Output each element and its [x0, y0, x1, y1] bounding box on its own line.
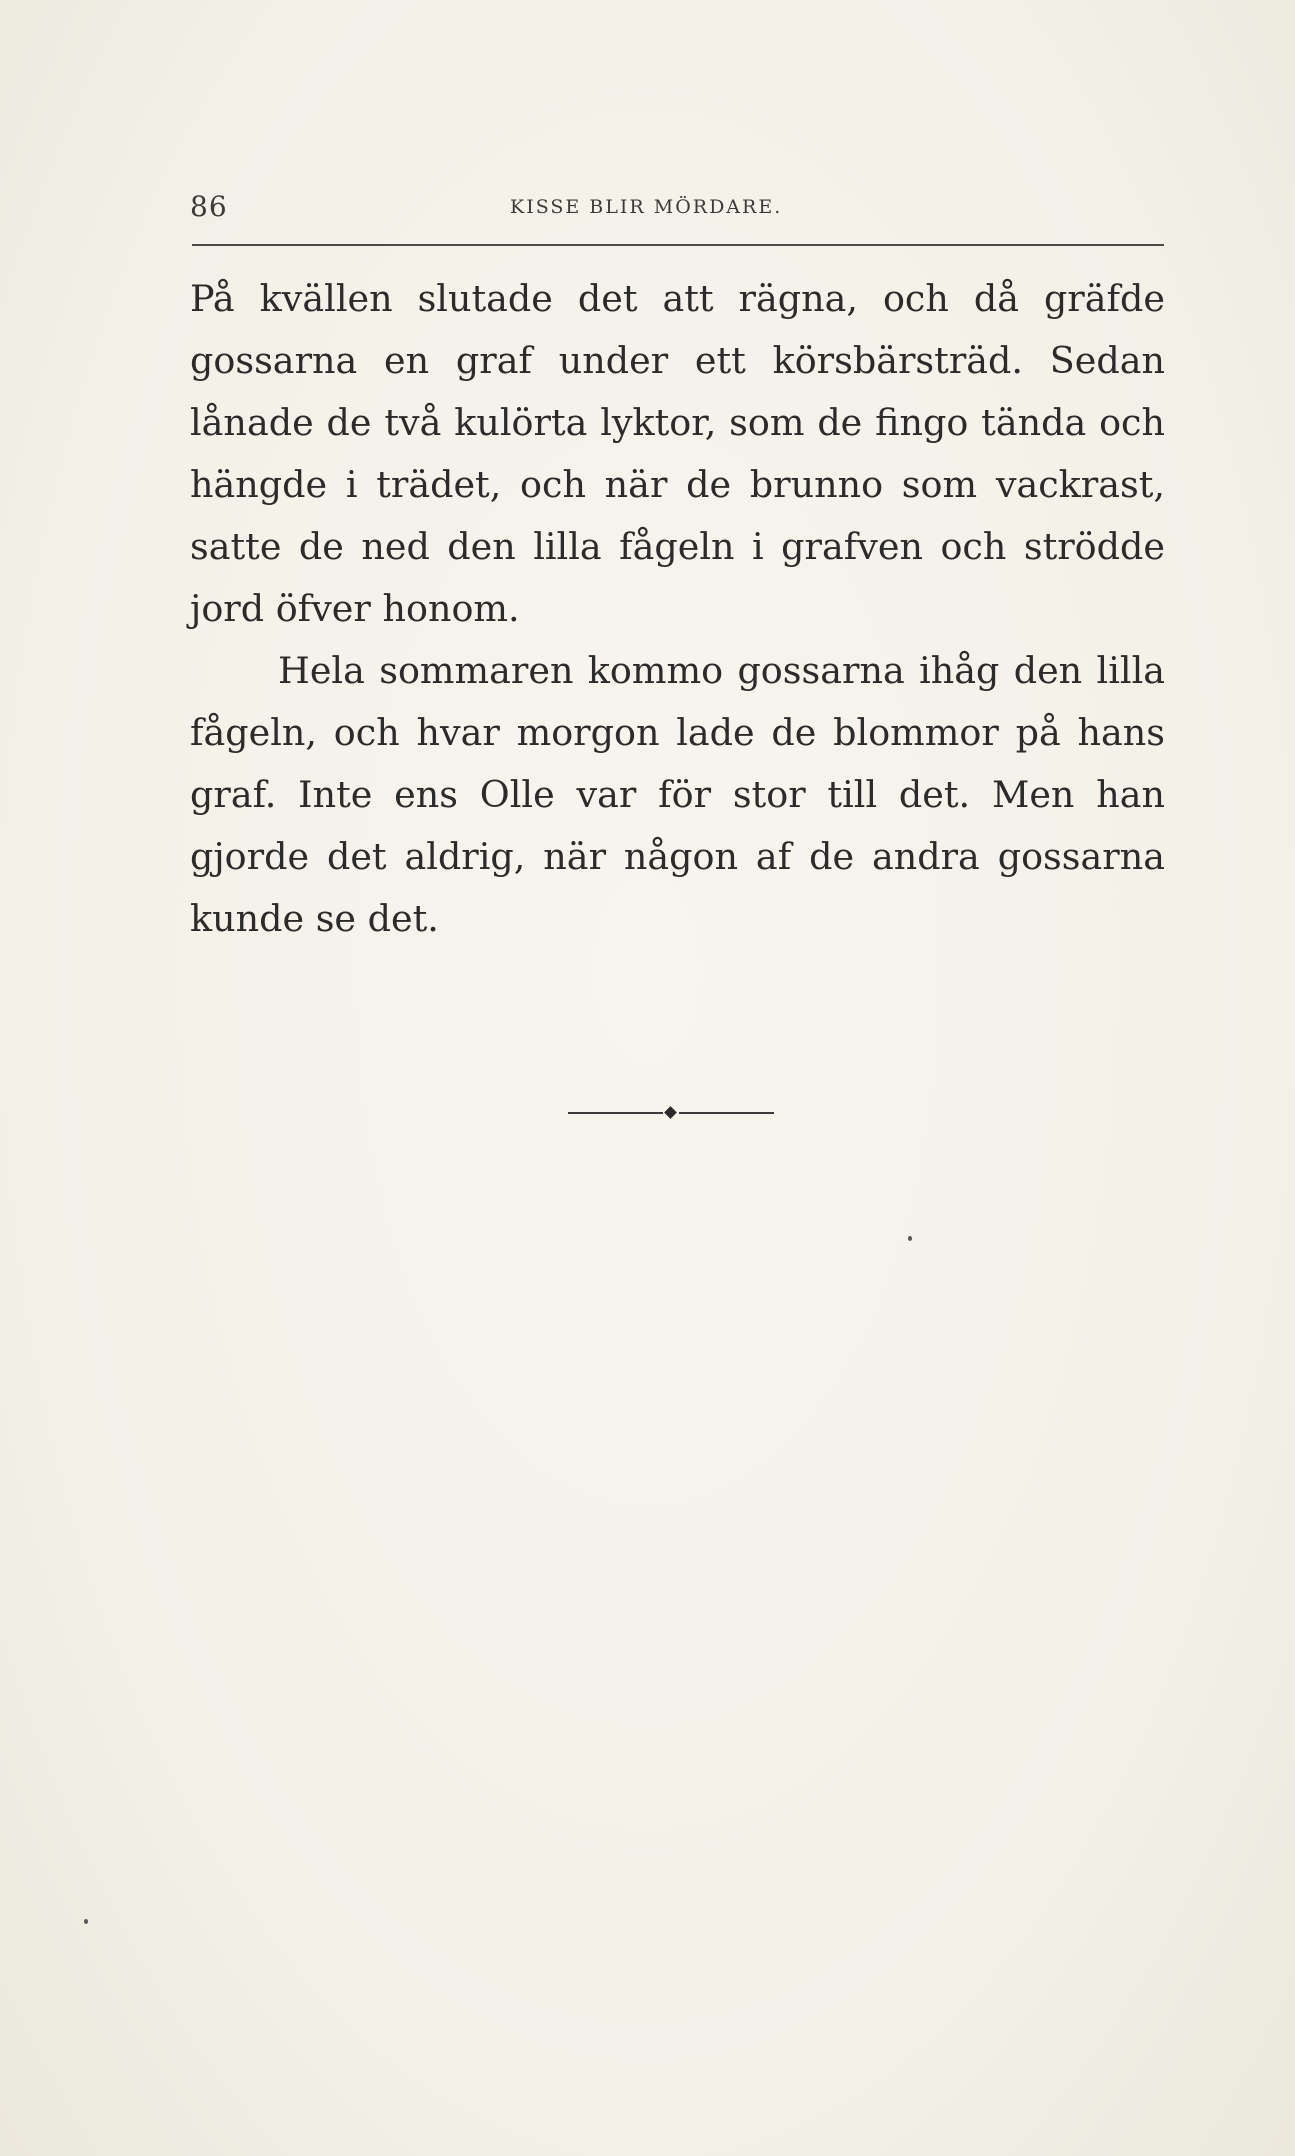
paper-speck	[908, 1236, 912, 1241]
ornament-line-left	[568, 1112, 663, 1114]
running-head: KISSE BLIR MÖRDARE.	[510, 196, 783, 218]
header-rule	[192, 244, 1164, 246]
page-number: 86	[190, 190, 228, 223]
ornament-line-right	[679, 1112, 774, 1114]
paragraph-1: På kvällen slutade det att rägna, och då gräfde gossarna en graf under ett körsbärsträd. Sedan lånade de två kulörta lyktor, som de fingo tända och hängde i trädet, och när de brunno som vackrast, satte de ned den lilla fågeln i grafven och strödde jord öfver honom.	[190, 277, 1165, 630]
page-header	[190, 190, 1162, 230]
paper-speck	[84, 1919, 88, 1924]
paragraph-2: Hela sommaren kommo gossarna ihåg den lilla fågeln, och hvar morgon lade de blommor på hans graf. Inte ens Olle var för stor till det. Men han gjorde det aldrig, när någon af de andra gossarna kunde se det.	[190, 649, 1165, 940]
ornament-diamond	[664, 1106, 677, 1119]
body-text	[190, 268, 1165, 950]
chapter-end-ornament	[568, 1106, 774, 1120]
